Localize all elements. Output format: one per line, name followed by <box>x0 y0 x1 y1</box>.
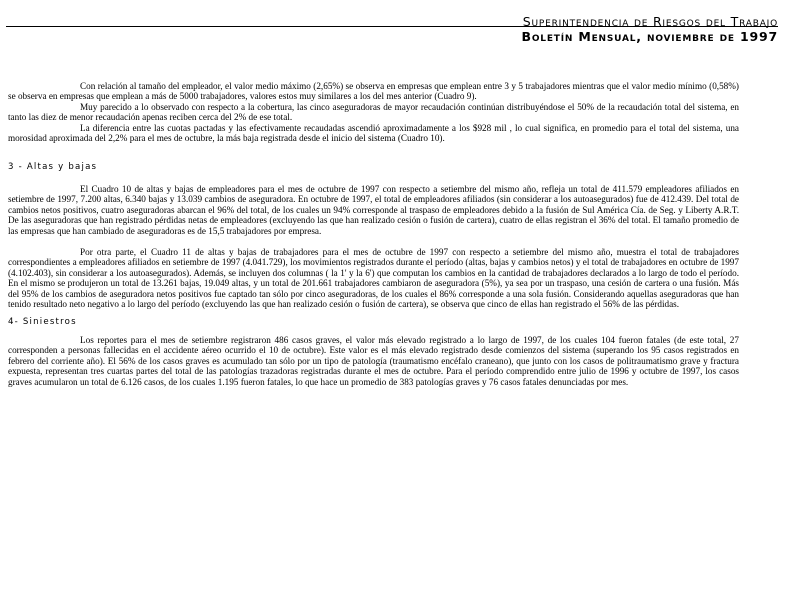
paragraph: Por otra parte, el Cuadro 11 de altas y bajas de trabajadores para el mes de octubre de 1997 con respecto a setiembre del mismo año, muestra el total de trabajadores correspondientes a empleadores afiliados en setiembre de 1997 (4.041.729), los movimientos registrados durante el período (altas, bajas y cambios netos) y el total de trabajadores en octubre de 1997 (4.102.403), sin considerar a los autoasegurados). Además, se incluyen dos columnas ( la 1' y la 6') que computan los cambios en la cantidad de trabajadores declarados a lo largo de todo el período. En el mismo se produjeron un total de 13.261 bajas, 19.049 altas, y un total de 201.661 trabajadores cambiaron de aseguradora (5%), ya sea por un traspaso, una cesión de cartera o una fusión. Más del 95% de los cambios de aseguradora netos positivos fue captado tan sólo por cinco aseguradoras, de los cuales el 86% corresponde a una sola fusión. Considerando aquellas aseguradoras que han tenido resultado neto negativo a lo largo del período (excluyendo las que han realizado cesión o fusión de cartera), se observa que cinco de ellas han registrado el 56% de las pérdidas. <box>8 246 739 310</box>
paragraph: El Cuadro 10 de altas y bajas de empleadores para el mes de octubre de 1997 con respecto a setiembre del mismo año, refleja un total de 411.579 empleadores afiliados en setiembre de 1997, 7.200 altas, 6.340 bajas y 13.039 cambios de aseguradora. En octubre de 1997, el total de empleadores afiliados (sin considerar a los autoasegurados) fue de 412.439. Del total de cambios netos positivos, cuatro aseguradoras abarcan el 96% del total, de los cuales un 94% corresponde al traspaso de empleadores debido a la fusión de Sul América Cía. de Seg. y Liberty A.R.T. De las aseguradoras que han registrado pérdidas netas de empleadores (excluyendo las que han realizado cesión o fusión de cartera), cuatro de ellas registran el 36% del total. El tamaño promedio de las empresas que han cambiado de aseguradoras es de 15,5 trabajadores por empresa. <box>8 183 739 236</box>
spacer <box>8 155 739 162</box>
header-organization: Superintendencia de Riesgos del Trabajo <box>522 14 778 29</box>
paragraph: Los reportes para el mes de setiembre registraron 486 casos graves, el valor más elevado registrado a lo largo de 1997, de los cuales 104 fueron fatales (de este total, 27 corresponden a personas fallecidas en el accidente aéreo ocurrido el 10 de octubre). Este valor es el más elevado registrado desde comienzos del sistema (superando los 95 casos registrados en febrero del corriente año). El 56% de los casos graves es acumulado tan sólo por un tipo de patología (traumatismo encéfalo craneano), que junto con los casos de politraumatismo grave y fractura expuesta, representan tres cuartas partes del total de las patologías trazadoras registradas durante el mes de octubre. Para el período comprendido entre julio de 1996 y octubre de 1997, los casos graves acumularon un total de 6.126 casos, de los cuales 1.195 fueron fatales, lo que hace un promedio de 383 patologías graves y 76 casos fatales denunciadas por mes. <box>8 334 739 387</box>
page-header <box>0 14 778 44</box>
paragraph: La diferencia entre las cuotas pactadas y las efectivamente recaudadas ascendió aproximadamente a los $928 mil , lo cual significa, en promedio para el total del sistema, una morosidad aproximada del 2,2% para el mes de octubre, la más baja registrada desde el inicio del sistema (Cuadro 10). <box>8 122 739 144</box>
spacer <box>8 310 739 317</box>
spacer <box>8 236 739 247</box>
header-bulletin-title: Boletín Mensual, noviembre de 1997 <box>521 29 778 44</box>
spacer <box>8 173 739 184</box>
section-heading-siniestros: 4- Siniestros <box>8 316 77 327</box>
spacer <box>8 328 739 335</box>
spacer <box>8 144 739 155</box>
section-heading-altas-bajas: 3 - Altas y bajas <box>8 161 98 172</box>
paragraph: Con relación al tamaño del empleador, el valor medio máximo (2,65%) se observa en empresas que emplean entre 3 y 5 trabajadores mientras que el valor medio mínimo (0,58%) se observa en empresas que emplean a más de 5000 trabajadores, valores estos muy similares a los del mes anterior (Cuadro 9). <box>8 81 739 102</box>
document-body <box>8 81 739 387</box>
header-rule <box>6 26 778 27</box>
paragraph: Muy parecido a lo observado con respecto a la cobertura, las cinco aseguradoras de mayor recaudación continúan distribuyéndose el 50% de la recaudación total del sistema, en tanto las diez de menor recaudación apenas reciben cerca del 2% de ese total. <box>8 101 739 123</box>
